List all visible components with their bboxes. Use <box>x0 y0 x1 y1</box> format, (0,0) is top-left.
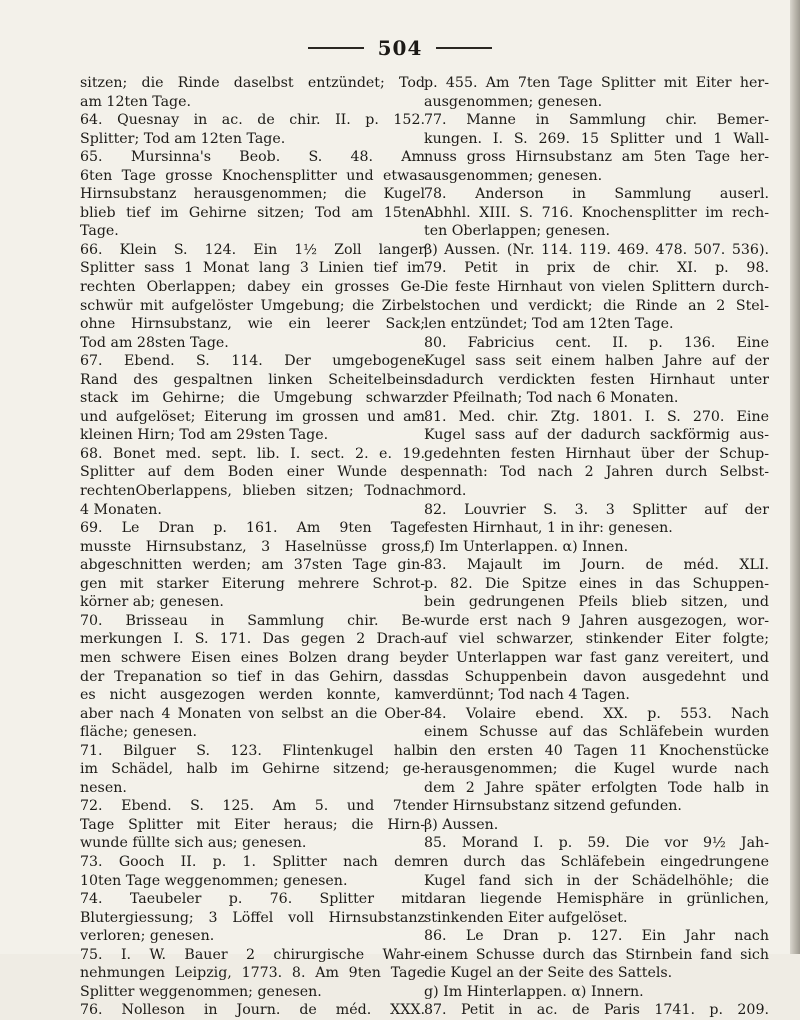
text-line: Hirnsubstanz herausgenommen; die Kugel <box>80 186 425 203</box>
text-line: die Kugel an der Seite des Sattels. <box>424 965 673 982</box>
text-line: men schwere Eisen eines Bolzen drang bey <box>80 649 425 666</box>
text-line: Splitter; Tod am 12ten Tage. <box>80 130 286 147</box>
text-line: Tage. <box>80 223 119 240</box>
text-line: schwür mit aufgelöster Umgebung; die Zirbel <box>80 297 425 314</box>
text-line: rechtenOberlappens, blieben sitzen; Todnach <box>80 483 425 500</box>
text-line: 85. Morand I. p. 59. Die vor 9½ Jah- <box>424 835 769 852</box>
text-line: 83. Majault im Journ. de méd. XLI. <box>424 557 769 574</box>
text-line: 73. Gooch II. p. 1. Splitter nach dem <box>80 853 425 870</box>
text-line: stack im Gehirne; die Umgebung schwarz <box>80 390 425 407</box>
text-line: p. 455. Am 7ten Tage Splitter mit Eiter her- <box>424 75 769 91</box>
header-rule-left <box>308 47 364 49</box>
text-line: rechten Oberlappen; dabey ein grosses Ge- <box>80 279 425 296</box>
text-line: 72. Ebend. S. 125. Am 5. und 7ten <box>80 798 425 815</box>
text-line: kleinen Hirn; Tod am 29sten Tage. <box>80 427 329 444</box>
text-line: ohne Hirnsubstanz, wie ein leerer Sack; <box>80 316 425 333</box>
text-line: f) Im Unterlappen. α) Innen. <box>424 538 629 555</box>
text-line: 82. Louvrier S. 3. 3 Splitter auf der <box>424 501 769 518</box>
text-line: fläche; genesen. <box>80 724 198 741</box>
text-line: festen Hirnhaut, 1 in ihr: genesen. <box>424 520 673 537</box>
text-line: 86. Le Dran p. 127. Ein Jahr nach <box>424 928 769 945</box>
text-line: 10ten Tage weggenommen; genesen. <box>80 872 348 889</box>
text-line: wurde erst nach 9 Jahren ausgezogen, wor- <box>424 612 769 629</box>
text-line: ren durch das Schläfebein eingedrungene <box>424 853 769 870</box>
text-line: am 12ten Tage. <box>80 93 192 110</box>
text-line: daran liegende Hemisphäre in grünlichen, <box>424 891 769 908</box>
text-line: musste Hirnsubstanz, 3 Haselnüsse gross, <box>80 538 425 555</box>
text-line: Rand des gespaltnen linken Scheitelbeins <box>80 371 425 388</box>
text-line: der Unterlappen war fast ganz vereitert, und <box>424 649 769 666</box>
right-text-column <box>424 74 769 1020</box>
text-line: g) Im Hinterlappen. α) Innern. <box>424 983 644 1000</box>
text-line: einem Schusse durch das Stirnbein fand sich <box>424 946 769 963</box>
text-line: Blutergiessung; 3 Löffel voll Hirnsubstanz <box>80 909 425 926</box>
text-line: bein gedrungenen Pfeils blieb sitzen, und <box>424 594 769 611</box>
text-line: β) Aussen. (Nr. 114. 119. 469. 478. 507. 536). <box>424 241 769 258</box>
text-line: nuss gross Hirnsubstanz am 5ten Tage her- <box>424 149 769 166</box>
text-line: der Hirnsubstanz sitzend gefunden. <box>424 798 682 815</box>
text-line: ten Oberlappen; genesen. <box>424 223 610 240</box>
text-line: blieb tief im Gehirne sitzen; Tod am 15ten <box>80 204 425 221</box>
text-line: dem 2 Jahre später erfolgten Tode halb in <box>424 779 769 796</box>
text-line: merkungen I. S. 171. Das gegen 2 Drach- <box>80 631 425 648</box>
text-line: pennath: Tod nach 2 Jahren durch Selbst- <box>424 464 769 481</box>
text-line: im Schädel, halb im Gehirne sitzend; ge- <box>80 761 425 778</box>
text-line: 87. Petit in ac. de Paris 1741. p. 209. <box>424 1002 769 1019</box>
text-line: mord. <box>424 483 467 500</box>
text-line: Kugel sass seit einem halben Jahre auf der <box>424 353 769 370</box>
text-line: 65. Mursinna's Beob. S. 48. Am <box>80 149 425 166</box>
text-line: stinkenden Eiter aufgelöset. <box>424 909 628 926</box>
text-line: verdünnt; Tod nach 4 Tagen. <box>424 687 630 704</box>
text-line: 4 Monaten. <box>80 501 162 518</box>
text-line: gen mit starker Eiterung mehrere Schrot- <box>80 575 425 592</box>
text-line: 70. Brisseau in Sammlung chir. Be- <box>80 612 425 629</box>
page-edge-shadow <box>790 0 800 954</box>
page-number: 504 <box>377 36 423 60</box>
text-line: 64. Quesnay in ac. de chir. II. p. 152. <box>80 112 425 129</box>
text-line: Kugel sass auf der dadurch sackförmig aus- <box>424 427 769 444</box>
text-line: verloren; genesen. <box>80 928 215 945</box>
left-text-column <box>80 74 425 1020</box>
text-line: Splitter sass 1 Monat lang 3 Linien tief im <box>80 260 425 277</box>
text-line: ausgenommen; genesen. <box>424 93 603 110</box>
text-line: herausgenommen; die Kugel wurde nach <box>424 761 769 778</box>
text-line: auf viel schwarzer, stinkender Eiter folgte; <box>424 631 769 648</box>
text-line: Tage Splitter mit Eiter heraus; die Hirn- <box>80 816 425 833</box>
text-line: gedehnten festen Hirnhaut über der Schup- <box>424 445 769 462</box>
text-line: 80. Fabricius cent. II. p. 136. Eine <box>424 334 769 351</box>
text-line: und aufgelöset; Eiterung im grossen und am <box>80 408 425 425</box>
text-line: 66. Klein S. 124. Ein 1½ Zoll langer <box>80 241 425 258</box>
text-line: 77. Manne in Sammlung chir. Bemer- <box>424 112 769 129</box>
text-line: nehmungen Leipzig, 1773. 8. Am 9ten Tage <box>80 965 425 982</box>
text-line: kungen. I. S. 269. 15 Splitter und 1 Wall- <box>424 130 769 147</box>
text-line: Die feste Hirnhaut von vielen Splittern durch- <box>424 279 769 296</box>
text-line: Abhhl. XIII. S. 716. Knochensplitter im rech- <box>424 204 769 221</box>
text-line: sitzen; die Rinde daselbst entzündet; Tod <box>80 75 425 91</box>
text-line: Kugel fand sich in der Schädelhöhle; die <box>424 872 769 889</box>
page-header <box>0 36 800 58</box>
text-line: abgeschnitten werden; am 37sten Tage gin- <box>80 557 425 574</box>
text-line: 81. Med. chir. Ztg. 1801. I. S. 270. Eine <box>424 408 769 425</box>
text-line: nesen. <box>80 779 127 796</box>
text-line: Tod am 28sten Tage. <box>80 334 229 351</box>
text-line: 75. I. W. Bauer 2 chirurgische Wahr- <box>80 946 425 963</box>
text-line: 71. Bilguer S. 123. Flintenkugel halb <box>80 742 425 759</box>
text-line: Splitter auf dem Boden einer Wunde des <box>80 464 425 481</box>
text-line: dadurch verdickten festen Hirnhaut unter <box>424 371 769 388</box>
text-line: β) Aussen. <box>424 816 499 833</box>
text-line: 6ten Tage grosse Knochensplitter und etwas <box>80 167 425 184</box>
text-line: len entzündet; Tod am 12ten Tage. <box>424 316 674 333</box>
text-line: in den ersten 40 Tagen 11 Knochenstücke <box>424 742 769 759</box>
text-line: der Pfeilnath; Tod nach 6 Monaten. <box>424 390 679 407</box>
text-line: aber nach 4 Monaten von selbst an die Ober- <box>80 705 425 722</box>
text-line: der Trepanation so tief in das Gehirn, dass <box>80 668 425 685</box>
text-line: 74. Taeubeler p. 76. Splitter mit <box>80 891 425 908</box>
text-line: 69. Le Dran p. 161. Am 9ten Tage <box>80 520 425 537</box>
text-line: wunde füllte sich aus; genesen. <box>80 835 307 852</box>
text-line: Splitter weggenommen; genesen. <box>80 983 322 1000</box>
text-line: ausgenommen; genesen. <box>424 167 603 184</box>
text-line: stochen und verdickt; die Rinde an 2 Stel- <box>424 297 769 314</box>
text-line: 76. Nolleson in Journ. de méd. XXX. <box>80 1002 425 1019</box>
header-rule-right <box>436 47 492 49</box>
text-line: einem Schusse auf das Schläfebein wurden <box>424 724 769 741</box>
text-line: es nicht ausgezogen werden konnte, kam <box>80 687 425 704</box>
text-line: p. 82. Die Spitze eines in das Schuppen- <box>424 575 769 592</box>
text-line: 67. Ebend. S. 114. Der umgebogene <box>80 353 425 370</box>
text-line: 68. Bonet med. sept. lib. I. sect. 2. e. 19. <box>80 445 425 462</box>
text-line: das Schuppenbein davon ausgedehnt und <box>424 668 769 685</box>
text-line: 84. Volaire ebend. XX. p. 553. Nach <box>424 705 769 722</box>
text-line: 78. Anderson in Sammlung auserl. <box>424 186 769 203</box>
text-line: 79. Petit in prix de chir. XI. p. 98. <box>424 260 769 277</box>
text-line: körner ab; genesen. <box>80 594 224 611</box>
